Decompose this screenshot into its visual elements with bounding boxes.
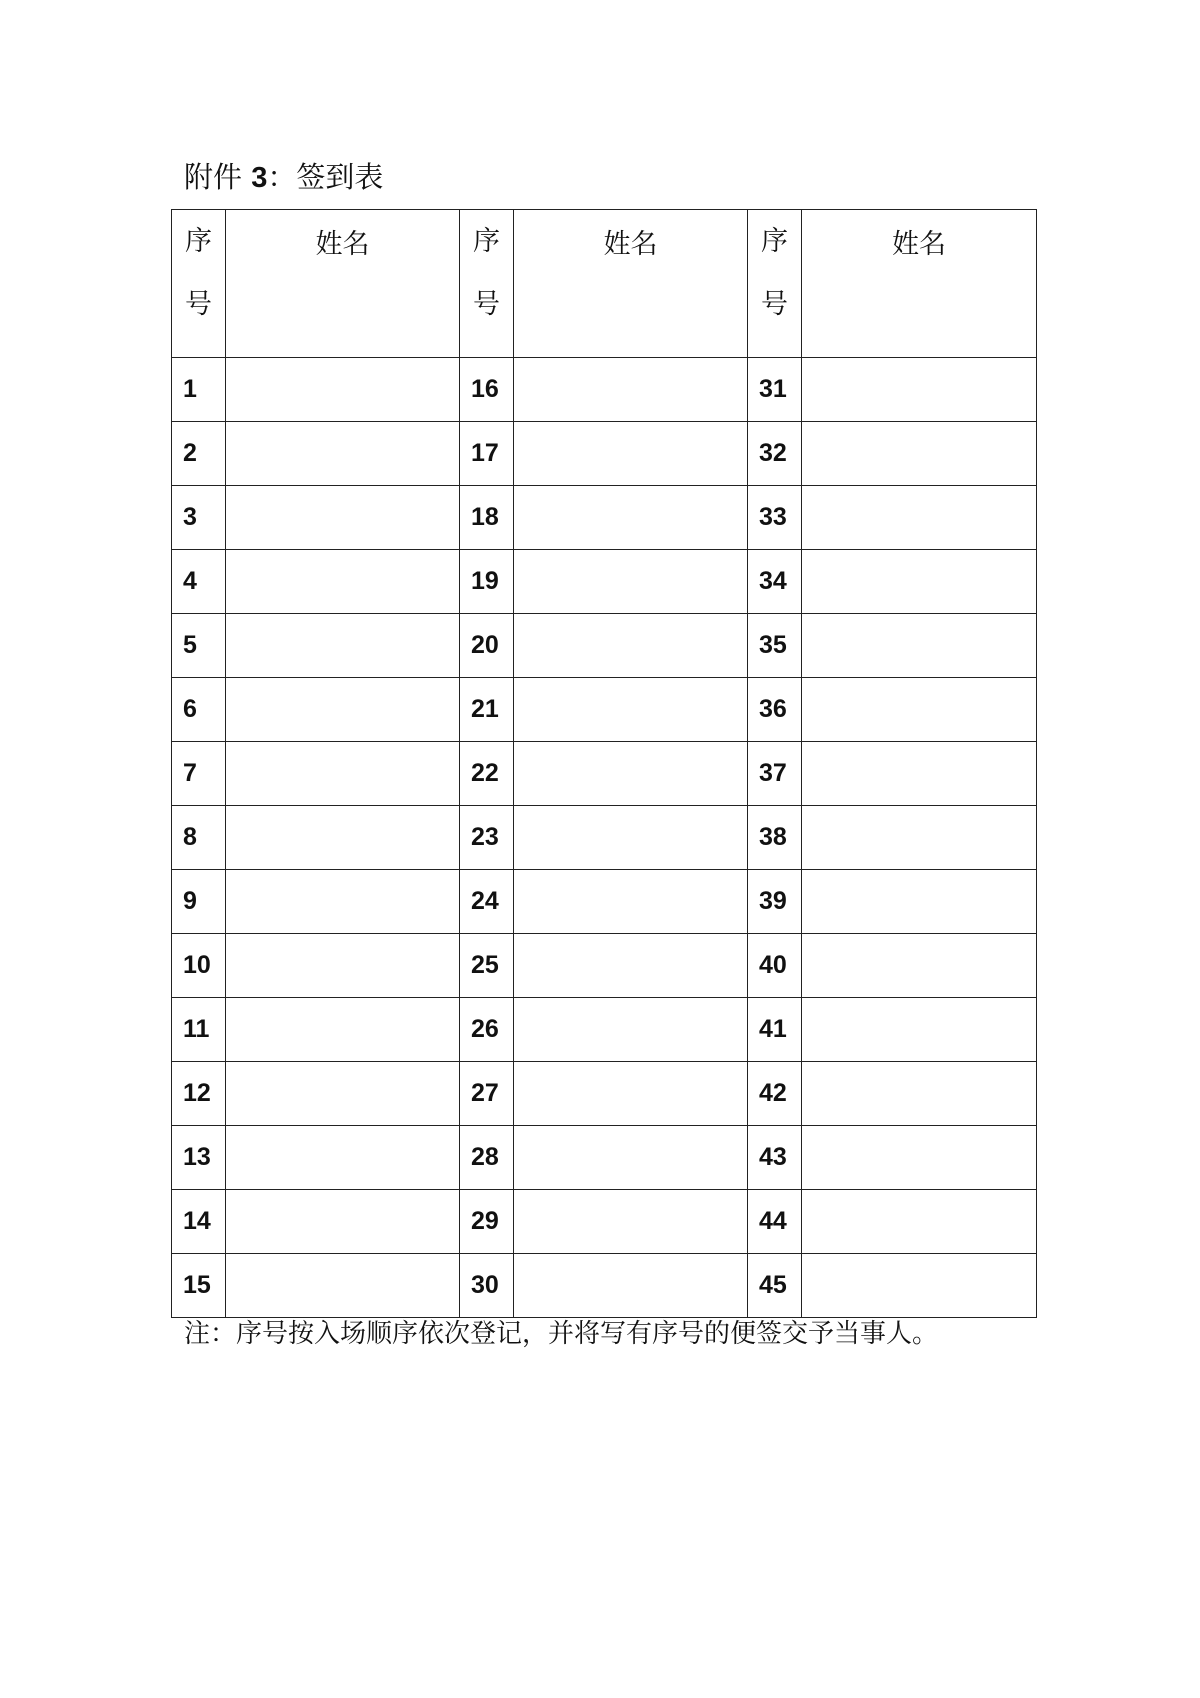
name-entry-cell[interactable] xyxy=(802,358,1037,422)
row-number-cell: 10 xyxy=(172,934,226,998)
name-entry-cell[interactable] xyxy=(226,1254,460,1318)
row-number-cell: 33 xyxy=(748,486,802,550)
row-number-cell: 12 xyxy=(172,1062,226,1126)
table-row xyxy=(172,1190,1037,1254)
name-entry-cell[interactable] xyxy=(802,870,1037,934)
table-row xyxy=(172,998,1037,1062)
name-entry-cell[interactable] xyxy=(802,614,1037,678)
header-number-bottom: 号 xyxy=(761,289,788,320)
name-entry-cell[interactable] xyxy=(514,422,748,486)
name-entry-cell[interactable] xyxy=(226,486,460,550)
title-number: 3 xyxy=(251,162,268,194)
name-entry-cell[interactable] xyxy=(514,1254,748,1318)
header-name-cell: 姓名 xyxy=(802,210,1037,358)
row-number-cell: 13 xyxy=(172,1126,226,1190)
header-number-top: 序 xyxy=(185,226,212,257)
row-number-cell: 24 xyxy=(460,870,514,934)
name-entry-cell[interactable] xyxy=(226,422,460,486)
row-number-cell: 30 xyxy=(460,1254,514,1318)
header-number-cell xyxy=(748,210,802,358)
row-number-cell: 3 xyxy=(172,486,226,550)
name-entry-cell[interactable] xyxy=(226,614,460,678)
header-row xyxy=(172,210,1037,358)
name-entry-cell[interactable] xyxy=(226,870,460,934)
table-row xyxy=(172,742,1037,806)
table-row xyxy=(172,358,1037,422)
row-number-cell: 40 xyxy=(748,934,802,998)
row-number-cell: 25 xyxy=(460,934,514,998)
row-number-cell: 9 xyxy=(172,870,226,934)
row-number-cell: 17 xyxy=(460,422,514,486)
row-number-cell: 42 xyxy=(748,1062,802,1126)
name-entry-cell[interactable] xyxy=(514,934,748,998)
name-entry-cell[interactable] xyxy=(514,1126,748,1190)
name-entry-cell[interactable] xyxy=(514,870,748,934)
name-entry-cell[interactable] xyxy=(226,742,460,806)
name-entry-cell[interactable] xyxy=(802,1190,1037,1254)
row-number-cell: 29 xyxy=(460,1190,514,1254)
row-number-cell: 4 xyxy=(172,550,226,614)
table-row xyxy=(172,806,1037,870)
name-entry-cell[interactable] xyxy=(802,486,1037,550)
signin-table-body xyxy=(172,210,1037,1318)
row-number-cell: 41 xyxy=(748,998,802,1062)
row-number-cell: 14 xyxy=(172,1190,226,1254)
row-number-cell: 6 xyxy=(172,678,226,742)
name-entry-cell[interactable] xyxy=(514,358,748,422)
header-number-bottom: 号 xyxy=(185,289,212,320)
name-entry-cell[interactable] xyxy=(514,678,748,742)
row-number-cell: 21 xyxy=(460,678,514,742)
row-number-cell: 35 xyxy=(748,614,802,678)
name-entry-cell[interactable] xyxy=(802,678,1037,742)
row-number-cell: 11 xyxy=(172,998,226,1062)
row-number-cell: 18 xyxy=(460,486,514,550)
table-row xyxy=(172,1254,1037,1318)
row-number-cell: 44 xyxy=(748,1190,802,1254)
table-row xyxy=(172,422,1037,486)
name-entry-cell[interactable] xyxy=(802,934,1037,998)
table-row xyxy=(172,486,1037,550)
table-row xyxy=(172,1126,1037,1190)
row-number-cell: 27 xyxy=(460,1062,514,1126)
name-entry-cell[interactable] xyxy=(226,678,460,742)
table-row xyxy=(172,614,1037,678)
name-entry-cell[interactable] xyxy=(226,806,460,870)
row-number-cell: 34 xyxy=(748,550,802,614)
name-entry-cell[interactable] xyxy=(802,1126,1037,1190)
row-number-cell: 32 xyxy=(748,422,802,486)
signin-table xyxy=(171,209,1037,1318)
row-number-cell: 28 xyxy=(460,1126,514,1190)
table-row xyxy=(172,678,1037,742)
name-entry-cell[interactable] xyxy=(802,806,1037,870)
name-entry-cell[interactable] xyxy=(226,550,460,614)
name-entry-cell[interactable] xyxy=(226,358,460,422)
row-number-cell: 22 xyxy=(460,742,514,806)
name-entry-cell[interactable] xyxy=(226,1126,460,1190)
row-number-cell: 38 xyxy=(748,806,802,870)
name-entry-cell[interactable] xyxy=(226,998,460,1062)
row-number-cell: 43 xyxy=(748,1126,802,1190)
title-prefix: 附件 xyxy=(184,160,252,194)
name-entry-cell[interactable] xyxy=(802,550,1037,614)
name-entry-cell[interactable] xyxy=(514,1062,748,1126)
row-number-cell: 26 xyxy=(460,998,514,1062)
row-number-cell: 37 xyxy=(748,742,802,806)
row-number-cell: 45 xyxy=(748,1254,802,1318)
row-number-cell: 7 xyxy=(172,742,226,806)
row-number-cell: 31 xyxy=(748,358,802,422)
title-suffix: ：签到表 xyxy=(267,160,384,194)
table-row xyxy=(172,934,1037,998)
name-entry-cell[interactable] xyxy=(802,422,1037,486)
header-name-cell: 姓名 xyxy=(226,210,460,358)
table-row xyxy=(172,870,1037,934)
header-number-top: 序 xyxy=(473,226,500,257)
row-number-cell: 8 xyxy=(172,806,226,870)
name-entry-cell[interactable] xyxy=(226,1190,460,1254)
row-number-cell: 39 xyxy=(748,870,802,934)
footnote: 注：序号按入场顺序依次登记，并将写有序号的便签交予当事人。 xyxy=(184,1319,939,1349)
row-number-cell: 5 xyxy=(172,614,226,678)
row-number-cell: 19 xyxy=(460,550,514,614)
header-number-bottom: 号 xyxy=(473,289,500,320)
name-entry-cell[interactable] xyxy=(802,1254,1037,1318)
row-number-cell: 2 xyxy=(172,422,226,486)
header-number-cell xyxy=(172,210,226,358)
row-number-cell: 36 xyxy=(748,678,802,742)
row-number-cell: 23 xyxy=(460,806,514,870)
header-number-top: 序 xyxy=(761,226,788,257)
header-number-cell xyxy=(460,210,514,358)
header-name-cell: 姓名 xyxy=(514,210,748,358)
name-entry-cell[interactable] xyxy=(514,486,748,550)
name-entry-cell[interactable] xyxy=(802,742,1037,806)
name-entry-cell[interactable] xyxy=(514,806,748,870)
name-entry-cell[interactable] xyxy=(514,742,748,806)
name-entry-cell[interactable] xyxy=(226,934,460,998)
name-entry-cell[interactable] xyxy=(514,550,748,614)
row-number-cell: 20 xyxy=(460,614,514,678)
name-entry-cell[interactable] xyxy=(514,614,748,678)
row-number-cell: 1 xyxy=(172,358,226,422)
name-entry-cell[interactable] xyxy=(226,1062,460,1126)
name-entry-cell[interactable] xyxy=(514,998,748,1062)
table-row xyxy=(172,1062,1037,1126)
name-entry-cell[interactable] xyxy=(802,998,1037,1062)
page-title xyxy=(184,158,383,197)
name-entry-cell[interactable] xyxy=(514,1190,748,1254)
row-number-cell: 15 xyxy=(172,1254,226,1318)
name-entry-cell[interactable] xyxy=(802,1062,1037,1126)
table-row xyxy=(172,550,1037,614)
row-number-cell: 16 xyxy=(460,358,514,422)
